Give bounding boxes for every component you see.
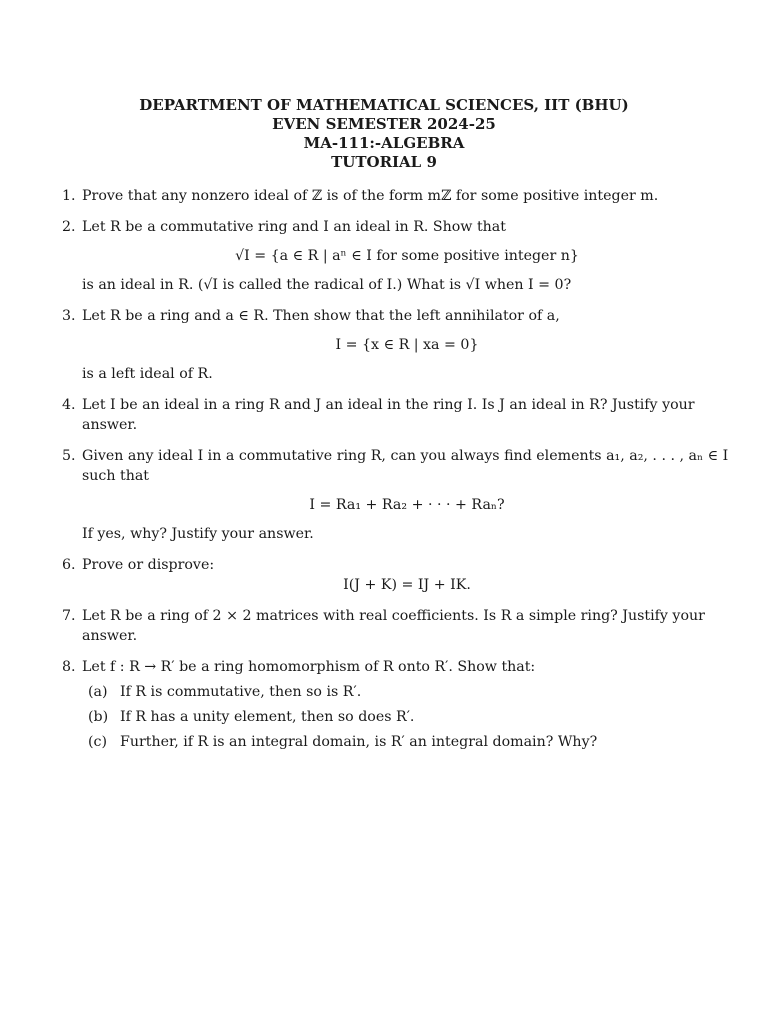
display-equation: I = {x ∈ R | xa = 0} [335,337,479,353]
problem-2 [62,217,732,295]
problem-8 [62,657,732,752]
problem-list [62,186,732,763]
display-equation: I = Ra₁ + Ra₂ + · · · + Raₙ? [309,497,505,513]
problem-text-continued: is an ideal in R. (√I is called the radical of I.) What is √I when I = 0? [82,277,572,293]
subpart-label: (b) [88,709,109,725]
display-equation: √I = {a ∈ R | aⁿ ∈ I for some positive integer n} [235,248,579,264]
display-equation: I(J + K) = IJ + IK. [343,577,471,593]
problem-number: 6. [62,557,76,573]
problem-text: Let R be a ring of 2 × 2 matrices with real coefficients. Is R a simple ring? Justify your answer. [82,608,705,644]
problem-number: 5. [62,448,76,464]
problem-6 [62,555,732,595]
subpart-b [88,707,732,727]
course-code: MA-111:-ALGEBRA [303,134,465,152]
problem-5 [62,446,732,544]
subpart-text: Further, if R is an integral domain, is R′ an integral domain? Why? [120,734,598,750]
problem-text: Prove or disprove: [82,557,215,573]
document-header [0,96,768,172]
problem-1 [62,186,732,206]
problem-number: 1. [62,188,76,204]
department-title: DEPARTMENT OF MATHEMATICAL SCIENCES, IIT (BHU) [139,96,629,114]
problem-3 [62,306,732,384]
subpart-text: If R has a unity element, then so does R′. [120,709,415,725]
subpart-label: (c) [88,734,108,750]
problem-7 [62,606,732,646]
problem-text: Let I be an ideal in a ring R and J an ideal in the ring I. Is J an ideal in R? Justify your answer. [82,397,695,433]
problem-number: 7. [62,608,76,624]
problem-text: Let f : R → R′ be a ring homomorphism of R onto R′. Show that: [82,659,536,675]
problem-text-continued: If yes, why? Justify your answer. [82,526,314,542]
subpart-label: (a) [88,684,108,700]
problem-number: 2. [62,219,76,235]
tutorial-title: TUTORIAL 9 [331,153,437,171]
problem-4 [62,395,732,435]
problem-text: Prove that any nonzero ideal of ℤ is of the form mℤ for some positive integer m. [82,188,659,204]
problem-text: Given any ideal I in a commutative ring R, can you always find elements a₁, a₂, . . . , aₙ ∈ I such that [82,448,729,484]
problem-number: 3. [62,308,76,324]
problem-text: Let R be a commutative ring and I an ideal in R. Show that [82,219,506,235]
subpart-c [88,732,732,752]
semester-line: EVEN SEMESTER 2024-25 [272,115,496,133]
problem-number: 8. [62,659,76,675]
subpart-a [88,682,732,702]
problem-number: 4. [62,397,76,413]
subpart-text: If R is commutative, then so is R′. [120,684,362,700]
problem-text: Let R be a ring and a ∈ R. Then show that the left annihilator of a, [82,308,560,324]
problem-text-continued: is a left ideal of R. [82,366,213,382]
